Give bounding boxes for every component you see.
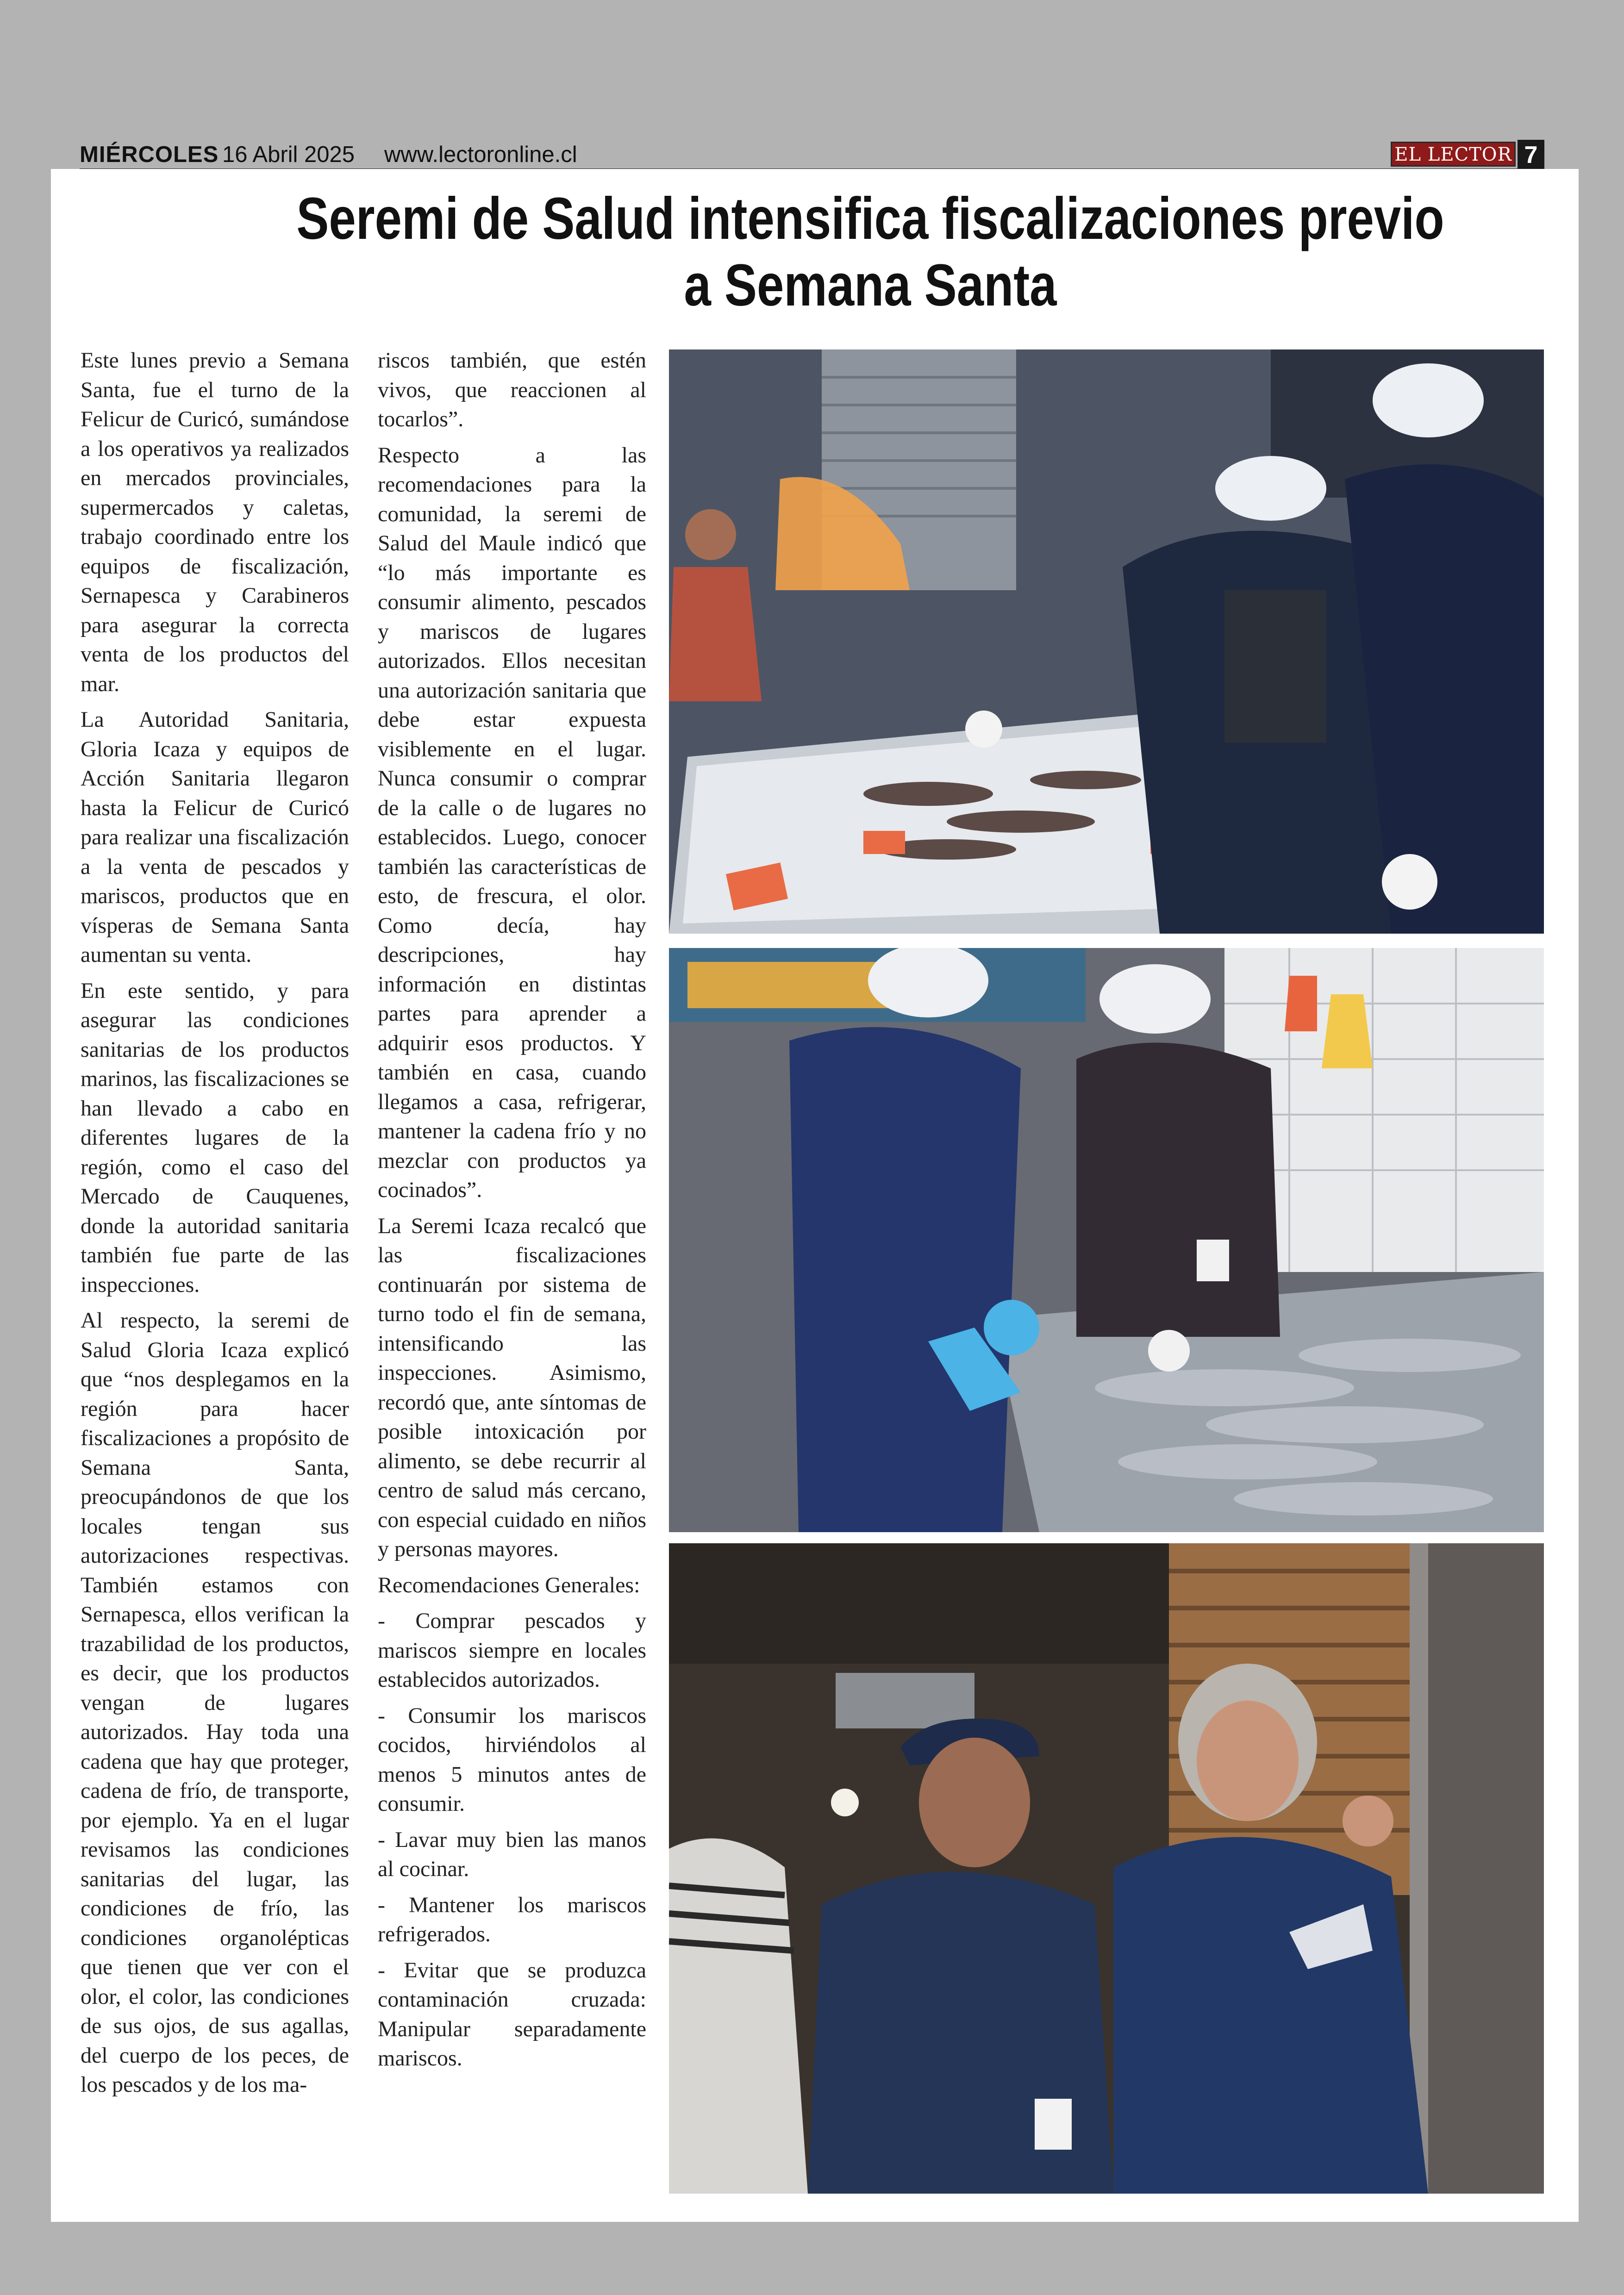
newspaper-logo: EL LECTOR <box>1391 142 1516 167</box>
header-date: 16 Abril 2025 <box>222 142 355 167</box>
recommendation-item: - Consumir los mariscos cocidos, hirviéndolos al menos 5 minutos antes de consumir. <box>378 1703 646 1816</box>
page-header <box>80 140 1544 168</box>
recommendations-heading: Recomendaciones Generales: <box>378 1572 640 1597</box>
recommendation-item: - Lavar muy bien las manos al cocinar. <box>378 1827 646 1881</box>
headline-line-1: Seremi de Salud intensifica fiscalizaciones previo <box>296 186 1444 252</box>
recommendation-item: - Mantener los mariscos refrigerados. <box>378 1892 646 1946</box>
header-day: MIÉRCOLES <box>80 142 219 167</box>
photo-inspection-fish-stall <box>669 349 1544 934</box>
header-url[interactable]: www.lectoronline.cl <box>384 142 577 167</box>
paragraph: Respecto a las recomendaciones para la comunidad, la seremi de Salud del Maule indicó que “lo más importante es consumir alimento, pescados y mariscos de lugares autorizados. Ellos necesitan una autorización sanitaria que debe estar expuesta visiblemente en el lugar. Nunca consumir o comprar de la calle o de lugares no establecidos. Luego, conocer también las características de esto, de frescura, el olor. Como decía, hay descripciones, hay información en distintas partes para aprender a adquirir esos productos. Y también en casa, cuando llegamos a casa, refrigerar, mantener la cadena frío y no mezclar con productos ya cocinados”. <box>378 443 646 1202</box>
paragraph: Este lunes previo a Semana Santa, fue el turno de la Felicur de Curicó, sumándose a los operativos ya realizados en mercados provinciales, supermercados y caletas, trabajo coordinado entre los equipos de fiscalización, Sernapesca y Carabineros para asegurar la correcta venta de los productos del mar. <box>81 348 349 696</box>
paragraph: riscos también, que estén vivos, que reaccionen al tocarlos”. <box>378 348 646 431</box>
photo-seremi-interview <box>669 1543 1544 2194</box>
article-column-1 <box>81 346 349 2106</box>
paragraph: La Seremi Icaza recalcó que las fiscalizaciones continuarán por sistema de turno todo el fin de semana, intensificando las inspecciones. Asimismo, recordó que, ante síntomas de posible intoxicación por alimento, se debe recurrir al centro de salud más cercano, con especial cuidado en niños y personas mayores. <box>378 1213 646 1561</box>
article-column-2 <box>378 346 646 2080</box>
paragraph: En este sentido, y para asegurar las condiciones sanitarias de los productos marinos, las fiscalizaciones se han llevado a cabo en diferentes lugares de la región, como el caso del Mercado de Cauquenes, donde la autoridad sanitaria también fue parte de las inspecciones. <box>81 978 349 1297</box>
paragraph: Al respecto, la seremi de Salud Gloria Icaza explicó que “nos desplegamos en la región para hacer fiscalizaciones a propósito de Semana Santa, preocupándonos de que los locales tengan sus autorizaciones respectivas. También estamos con Sernapesca, ellos verifican la trazabilidad de los productos, es decir, que los productos vengan de lugares autorizados. Hay toda una cadena que hay que proteger, cadena de frío, de transporte, por ejemplo. Ya en el lugar revisamos las condiciones sanitarias del lugar, las condiciones de frío, las condiciones organolépticas que tienen que ver con el olor, el color, las condiciones de sus ojos, de sus agallas, del cuerpo de los peces, de los pescados y de los ma- <box>81 1308 349 2097</box>
recommendation-item: - Evitar que se produzca contaminación cruzada: Manipular separadamente mariscos. <box>378 1958 646 2070</box>
recommendation-item: - Comprar pescados y mariscos siempre en locales establecidos autorizados. <box>378 1609 646 1692</box>
photo-inspectors-market <box>669 948 1544 1532</box>
paragraph: La Autoridad Sanitaria, Gloria Icaza y equipos de Acción Sanitaria llegaron hasta la Felicur de Curicó para realizar una fiscalización a la venta de pescados y mariscos, productos que en vísperas de Semana Santa aumentan su venta. <box>81 707 349 967</box>
article-page <box>51 169 1579 2222</box>
headline-line-2: a Semana Santa <box>684 252 1057 318</box>
article-headline <box>251 186 1489 319</box>
page-number: 7 <box>1518 140 1544 170</box>
